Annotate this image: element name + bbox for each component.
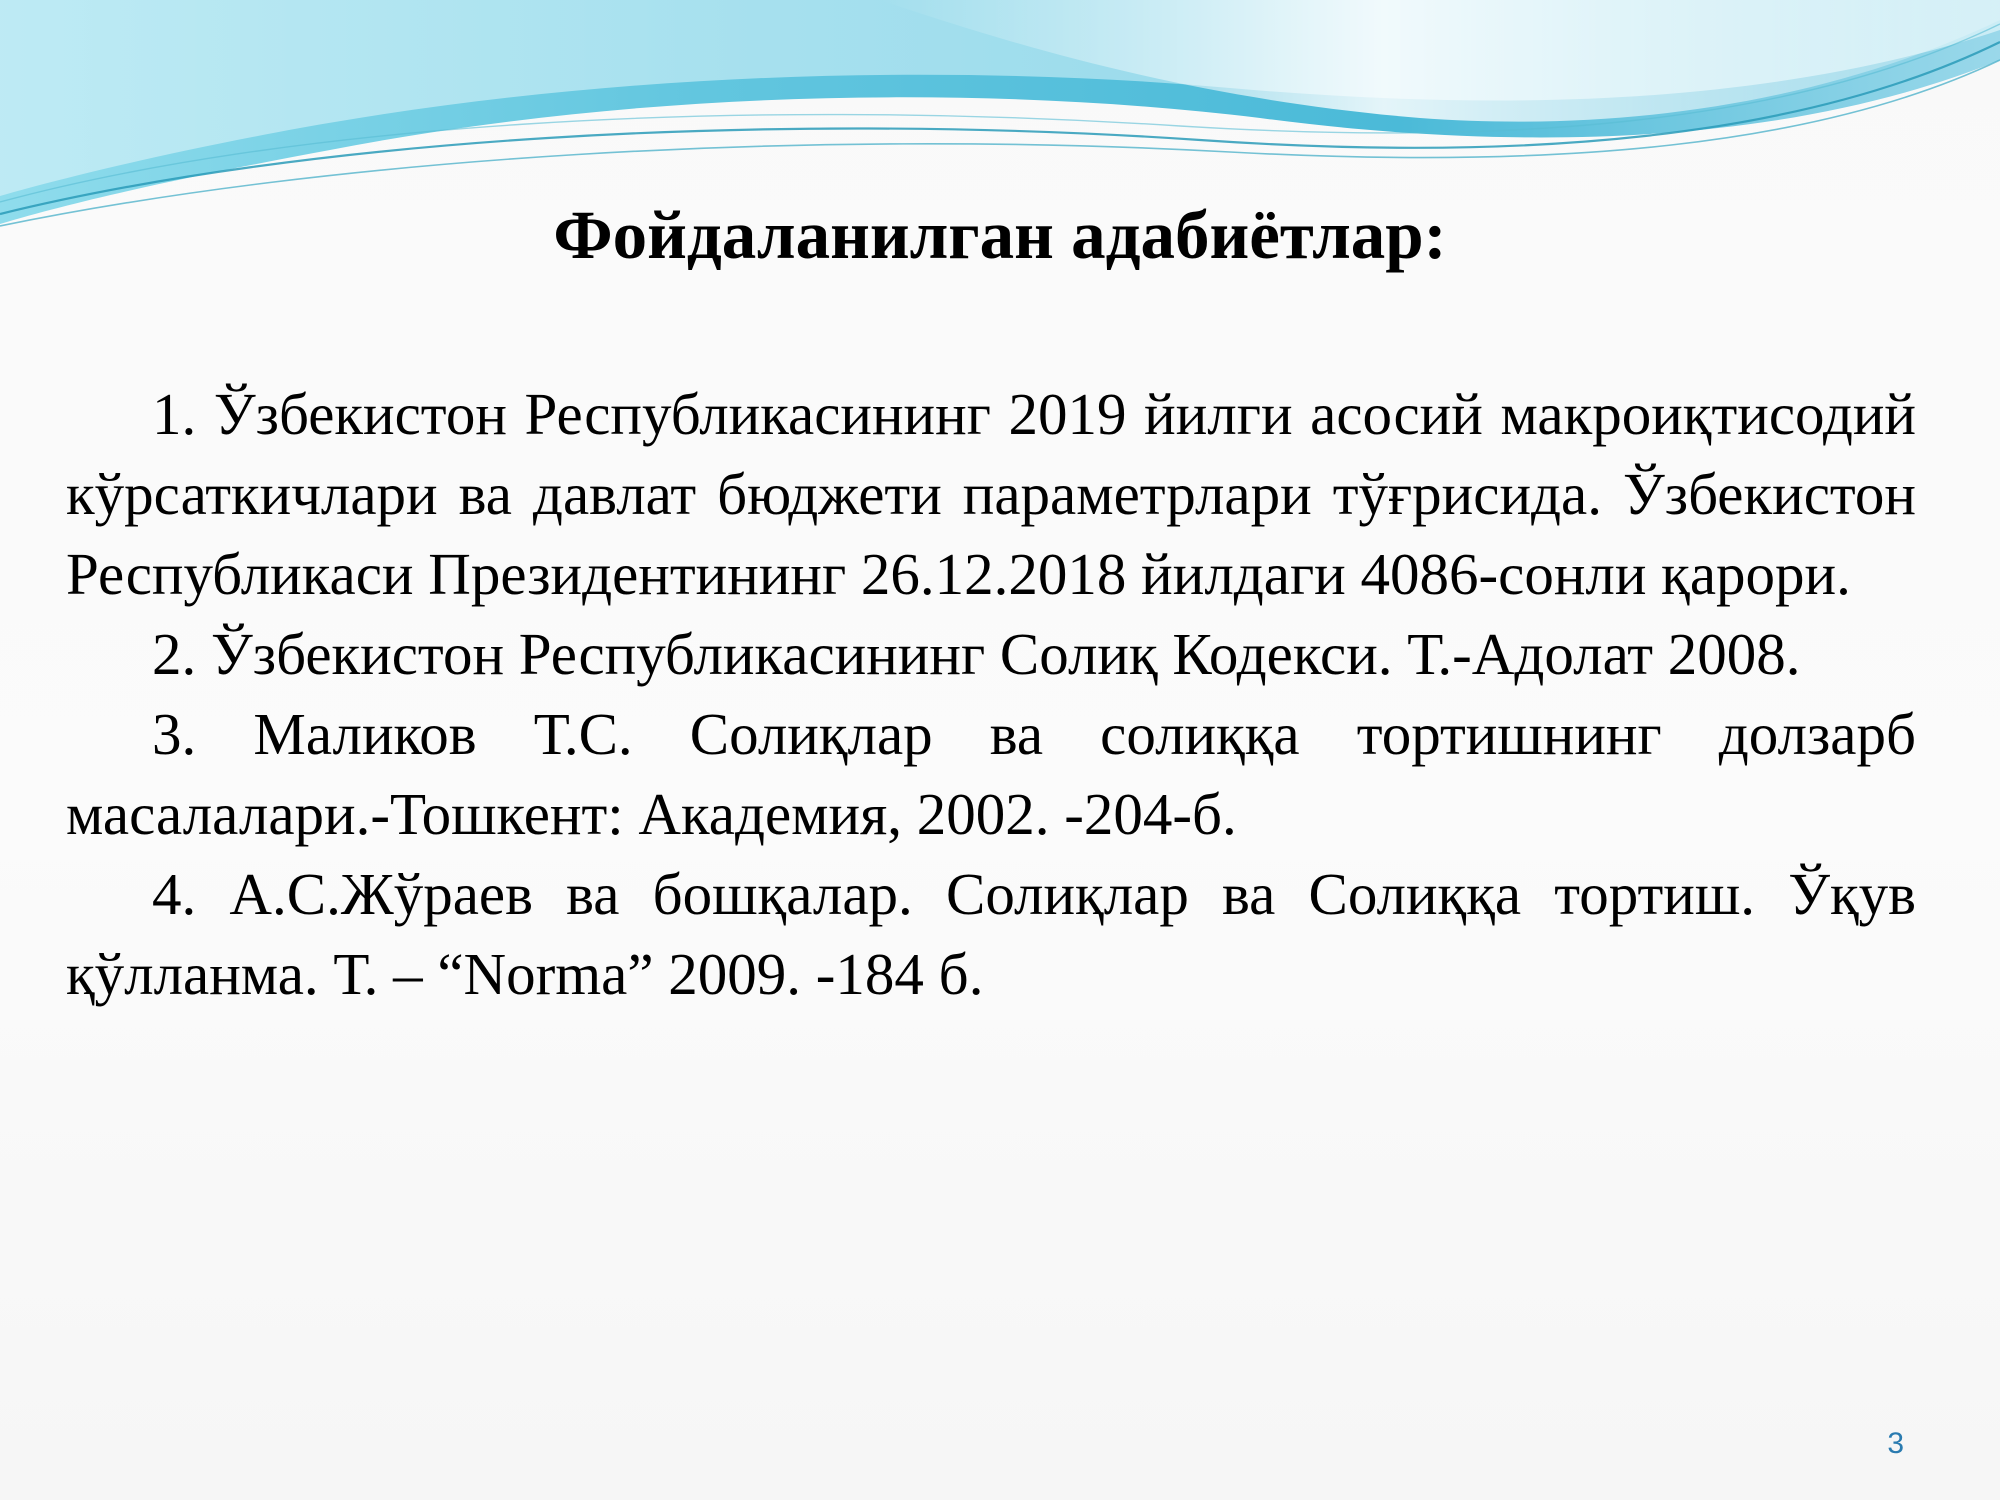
slide-title: Фойдаланилган адабиётлар: bbox=[553, 197, 1447, 273]
reference-item: 1. Ўзбекистон Республикасининг 2019 йилги асосий макроиқтисодий кўрсаткичлари ва давлат бюджети параметрлари тўғрисида. Ўзбекистон Республикаси Президентининг 26.12.2018 йилдаги 4086-сонли қарори. bbox=[66, 381, 1916, 607]
reference-item: 4. А.С.Жўраев ва бошқалар. Солиқлар ва Солиққа тортиш. Ўқув қўлланма. Т. – “Norma” 2009. -184 б. bbox=[66, 861, 1916, 1007]
reference-item: 3. Маликов Т.С. Солиқлар ва солиққа тортишнинг долзарб масалалари.-Тошкент: Академия, 2002. -204-б. bbox=[66, 701, 1916, 847]
slide-number: 3 bbox=[1887, 1427, 1904, 1460]
reference-item: 2. Ўзбекистон Республикасининг Солиқ Кодекси. Т.-Адолат 2008. bbox=[152, 621, 1801, 687]
reference-list bbox=[66, 374, 1916, 1014]
